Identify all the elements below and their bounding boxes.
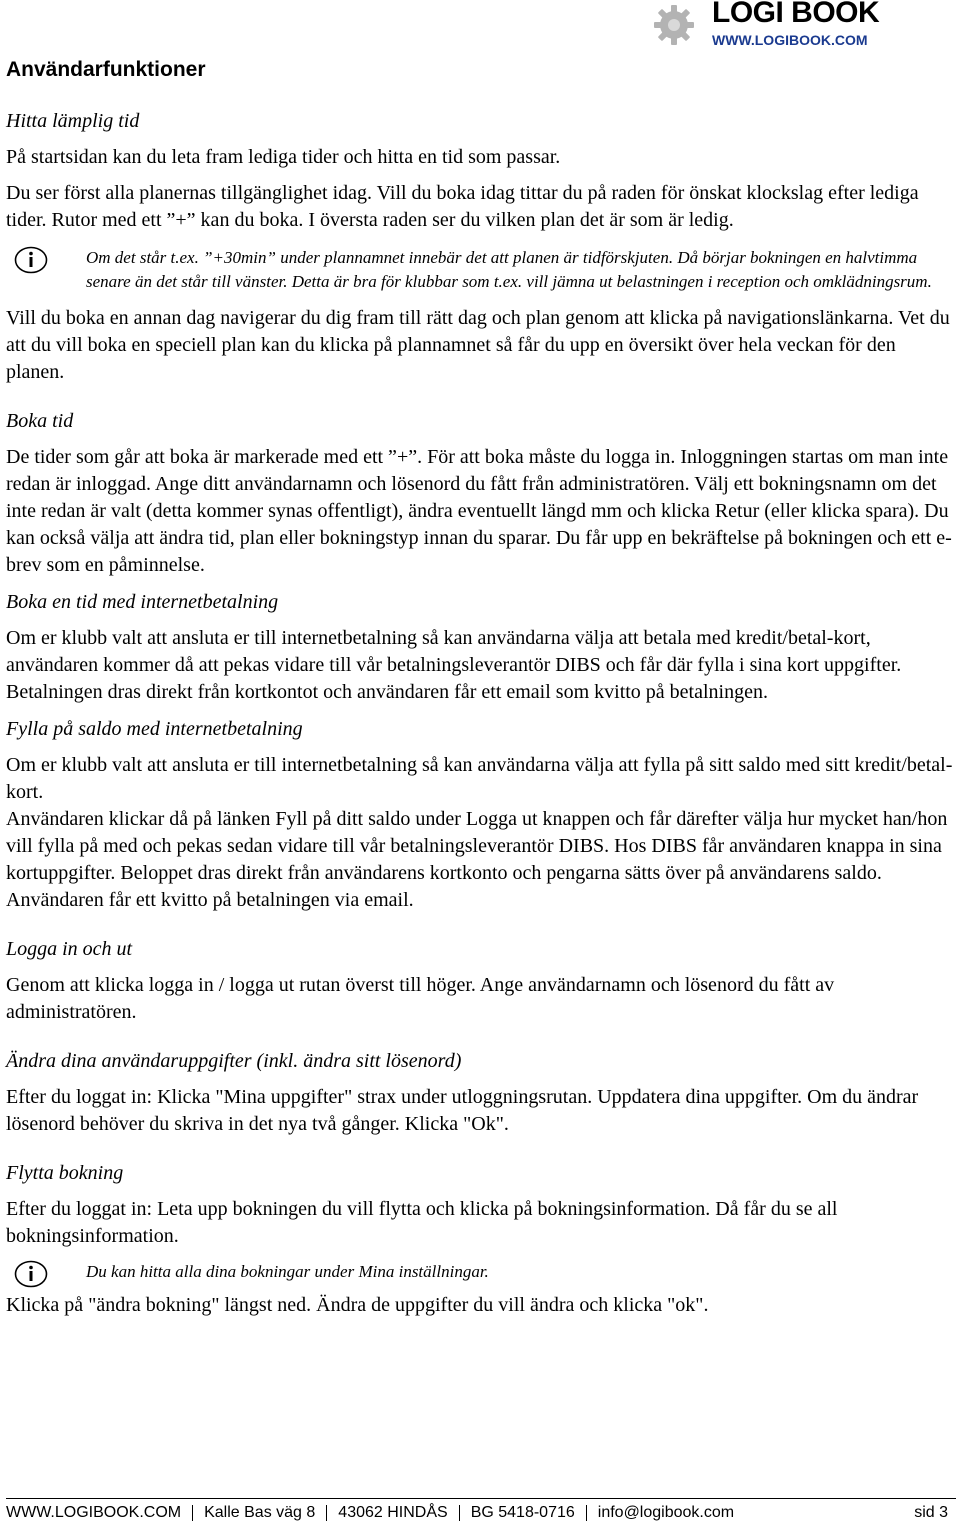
page-title: Användarfunktioner xyxy=(6,58,206,81)
footer-separator xyxy=(586,1505,587,1521)
info-note-tidforskjuten xyxy=(6,246,956,294)
heading-logga: Logga in och ut xyxy=(6,938,133,960)
hitta-paragraph-2: Du ser först alla planernas tillgänglighet idag. Vill du boka idag tittar du på raden för önskat klockslag efter lediga tider. Rutor med ett ”+” kan du boka. I översta raden ser du vilken plan det är som är ledig. xyxy=(6,182,919,231)
footer-website[interactable]: WWW.LOGIBOOK.COM xyxy=(6,1504,182,1521)
flytta-paragraph-1: Efter du loggat in: Leta upp bokningen du vill flytta och klicka på bokningsinformation. Då får du se all bokningsinformation. xyxy=(6,1198,838,1247)
page-number: sid 3 xyxy=(914,1504,948,1521)
info-icon xyxy=(14,1260,48,1288)
heading-boka: Boka tid xyxy=(6,410,74,432)
note-text: Du kan hitta alla dina bokningar under Mina inställningar. xyxy=(86,1262,489,1281)
footer-postal: 43062 HINDÅS xyxy=(338,1504,448,1521)
heading-flytta: Flytta bokning xyxy=(6,1162,124,1184)
logga-paragraph-1: Genom att klicka logga in / logga ut rutan överst till höger. Ange användarnamn och lösenord du fått av administratören. xyxy=(6,974,835,1023)
internet-paragraph-1: Om er klubb valt att ansluta er till internetbetalning så kan användarna välja att betala med kredit/betal-kort, användaren kommer då att pekas vidare till vår betalningsleverantör DIBS och får där fylla i sina kort uppgifter. Betalningen dras direkt från kortkontot och användaren får ett email som kvitto på betalningen. xyxy=(6,627,902,703)
heading-internetbetalning: Boka en tid med internetbetalning xyxy=(6,591,279,613)
footer-address: Kalle Bas väg 8 xyxy=(204,1504,316,1521)
heading-saldo: Fylla på saldo med internetbetalning xyxy=(6,718,303,740)
logo-url[interactable]: WWW.LOGIBOOK.COM xyxy=(712,32,868,48)
note-text: Om det står t.ex. ”+30min” under plannamnet innebär det att planen är tidförskjuten. Då börjar bokningen en halvtimma senare än det står till vänster. Detta är bra för klubbar som t.ex. vill jämna ut belastningen i reception och omklädningsrum. xyxy=(86,248,932,291)
document-body xyxy=(6,108,956,1319)
info-note-mina-installningar xyxy=(6,1260,956,1284)
heading-andra: Ändra dina användaruppgifter (inkl. ändra sitt lösenord) xyxy=(6,1050,462,1072)
logo-gear-icon xyxy=(653,4,695,46)
footer xyxy=(6,1504,956,1522)
hitta-paragraph-3: Vill du boka en annan dag navigerar du dig fram till rätt dag och plan genom att klicka på navigationslänkarna. Vet du att du vill boka en speciell plan kan du klicka på plannamnet så får du upp en översikt över hela veckan för den planen. xyxy=(6,307,950,383)
footer-email[interactable]: info@logibook.com xyxy=(597,1504,735,1521)
footer-separator xyxy=(326,1505,327,1521)
saldo-paragraph-1: Om er klubb valt att ansluta er till internetbetalning så kan användarna välja att fylla på sitt saldo med sitt kredit/betal-kort. xyxy=(6,754,953,803)
flytta-paragraph-2: Klicka på "ändra bokning" längst ned. Ändra de uppgifter du vill ändra och klicka "ok". xyxy=(6,1294,709,1316)
footer-bankgiro: BG 5418-0716 xyxy=(470,1504,575,1521)
footer-separator xyxy=(192,1505,193,1521)
logo-title: LOGI BOOK xyxy=(712,0,880,29)
heading-hitta: Hitta lämplig tid xyxy=(6,110,140,132)
andra-paragraph-1: Efter du loggat in: Klicka "Mina uppgifter" strax under utloggningsrutan. Uppdatera dina uppgifter. Om du ändrar lösenord behöver du skriva in det nya två gånger. Klicka "Ok". xyxy=(6,1086,919,1135)
footer-divider xyxy=(6,1498,956,1499)
hitta-paragraph-1: På startsidan kan du leta fram lediga tider och hitta en tid som passar. xyxy=(6,146,561,168)
info-icon xyxy=(14,246,48,274)
saldo-paragraph-2: Användaren klickar då på länken Fyll på ditt saldo under Logga ut knappen och får därefter välja hur mycket han/hon vill fylla på med och pekas sedan vidare till vår betalningsleverantör DIBS. Hos DIBS får användaren knappa in sina kortuppgifter. Beloppet dras direkt från användarens kortkonto och pengarna sätts över på användarens saldo. Användaren får ett kvitto på betalningen via email. xyxy=(6,808,948,911)
footer-separator xyxy=(459,1505,460,1521)
boka-paragraph-1: De tider som går att boka är markerade med ett ”+”. För att boka måste du logga in. Inloggningen startas om man inte redan är inloggad. Ange ditt användarnamn och lösenord du fått från administratören. Välj ett bokningsnamn om det inte redan är valt (detta kommer synas offentligt), ändra eventuellt längd mm och klicka Retur (eller klicka spara). Du kan också välja att ändra tid, plan eller bokningstyp innan du sparar. Du får upp en bekräftelse på bokningen och ett e-brev som en påminnelse. xyxy=(6,446,952,576)
